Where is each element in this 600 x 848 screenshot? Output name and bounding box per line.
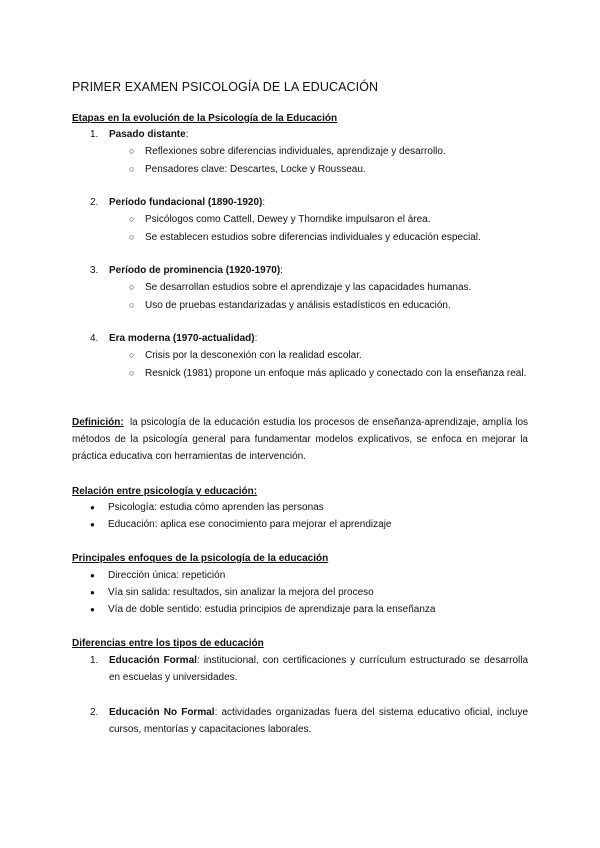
bullet-icon: ●	[90, 503, 95, 512]
etapa-label: Período de prominencia (1920-1970):	[109, 265, 283, 276]
circle-bullet-icon: ○	[129, 164, 135, 174]
circle-bullet-icon: ○	[129, 282, 135, 292]
list-number: 2.	[90, 197, 99, 208]
etapa-label: Era moderna (1970-actualidad):	[109, 333, 258, 344]
circle-bullet-icon: ○	[129, 146, 135, 156]
circle-bullet-icon: ○	[129, 214, 135, 224]
list-number: 1.	[90, 129, 99, 140]
section-heading-etapas: Etapas en la evolución de la Psicología de la Educación	[72, 113, 338, 124]
circle-bullet-icon: ○	[129, 368, 135, 378]
bullet-icon: ●	[90, 571, 95, 580]
definition-label: Definición:	[72, 417, 124, 428]
bullet-icon: ●	[90, 588, 95, 597]
list-number: 4.	[90, 333, 99, 344]
section-heading-enfoques: Principales enfoques de la psicología de la educación	[72, 553, 329, 564]
circle-bullet-icon: ○	[129, 300, 135, 310]
section-heading-diferencias: Diferencias entre los tipos de educación	[72, 638, 264, 649]
list-number: 3.	[90, 265, 99, 276]
circle-bullet-icon: ○	[129, 232, 135, 242]
etapa-label: Período fundacional (1890-1920):	[109, 197, 266, 208]
section-heading-relacion: Relación entre psicología y educación:	[72, 486, 258, 497]
circle-bullet-icon: ○	[129, 350, 135, 360]
definition-paragraph: Definición: la psicología de la educación estudia los procesos de enseñanza-aprendizaje, amplía los métodos de la psicología general para fundamentar modelos explicativos, se enfoca en mejorar la práctica educativa con herramientas de intervención.	[72, 417, 529, 462]
page-title: PRIMER EXAMEN PSICOLOGÍA DE LA EDUCACIÓN	[72, 80, 379, 94]
bullet-icon: ●	[90, 520, 95, 529]
etapa-label: Pasado distante:	[109, 129, 189, 140]
bullet-icon: ●	[90, 605, 95, 614]
list-number: 2.	[90, 707, 99, 718]
list-number: 1.	[90, 655, 99, 666]
